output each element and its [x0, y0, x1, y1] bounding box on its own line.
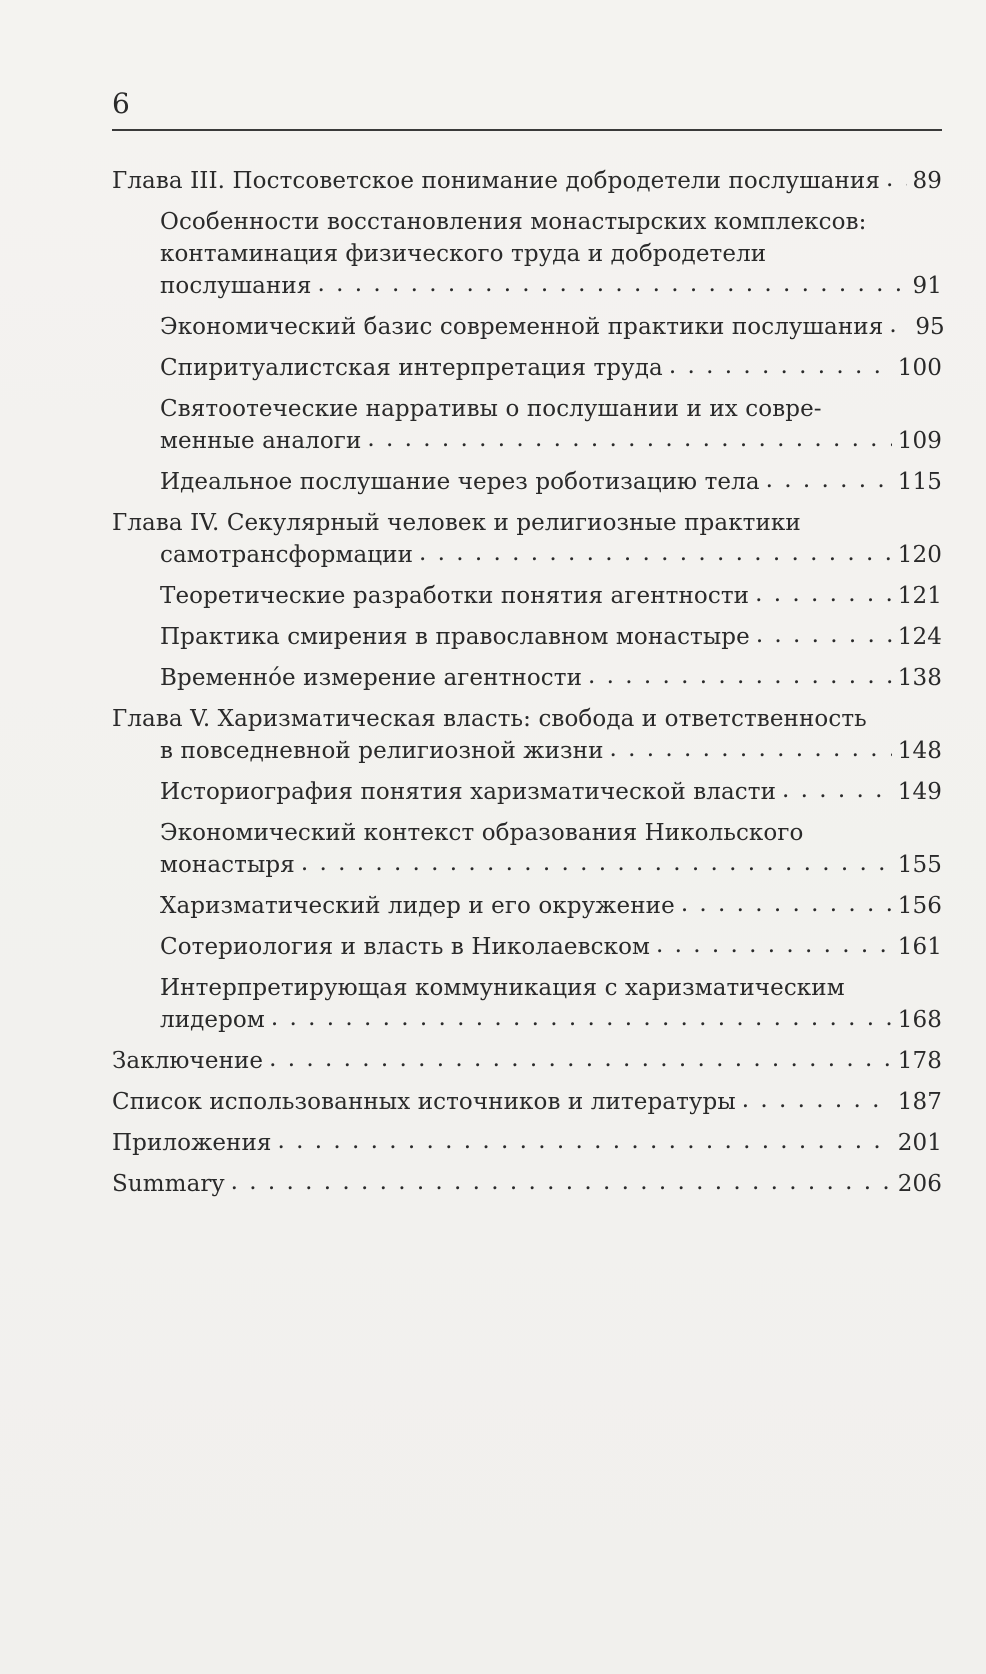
dot-leader [669, 350, 892, 382]
toc-entry [112, 662, 942, 694]
dot-leader [681, 888, 892, 920]
toc-entry [112, 703, 942, 767]
dot-leader [782, 774, 892, 806]
toc-entry [112, 1045, 942, 1077]
toc-entry-title-line: Историография понятия харизматической власти [160, 779, 777, 805]
toc-entry-row [112, 1168, 942, 1200]
toc-entry-title-line: Summary [112, 1171, 225, 1197]
toc-entry-row [160, 662, 942, 694]
dot-leader [656, 929, 892, 961]
toc-entry-title-line: Экономический базис современной практики послушания [160, 314, 884, 340]
toc-entry-row [112, 1086, 942, 1118]
toc-entry-row [112, 539, 942, 571]
toc-page-number: 187 [897, 1089, 942, 1115]
toc-entry-row [160, 1004, 942, 1036]
dot-leader [588, 660, 892, 692]
toc-page-number: 91 [912, 273, 942, 299]
toc-entry-row [160, 270, 942, 302]
toc-entry-title-line: Теоретические разработки понятия агентности [160, 583, 750, 609]
toc-entry-row [160, 580, 942, 612]
toc-entry-row [160, 849, 942, 881]
toc-page-number: 161 [897, 934, 942, 960]
toc-entry-title-line: Сотериология и власть в Николаевском [160, 934, 651, 960]
toc-entry-title-line: Список использованных источников и литературы [112, 1089, 736, 1115]
toc-entry-title-line: монастыря [160, 852, 295, 878]
header-rule [112, 129, 942, 131]
toc-page-number: 115 [897, 469, 942, 495]
toc-entry-row [112, 735, 942, 767]
toc-entry-row [112, 1127, 942, 1159]
toc-entry-title-line: послушания [160, 273, 312, 299]
dot-leader [742, 1084, 892, 1116]
toc-entry-title-line: Спиритуалистская интерпретация труда [160, 355, 663, 381]
toc-page-number: 201 [897, 1130, 942, 1156]
dot-leader [367, 423, 891, 455]
toc-entry-title-line: Временнóе измерение агентности [160, 665, 582, 691]
toc-entry [112, 352, 942, 384]
toc-entry [112, 206, 942, 302]
toc-entry-title-line: лидером [160, 1007, 265, 1033]
toc-entry [112, 890, 942, 922]
toc-entry [112, 507, 942, 571]
toc-entry-row [160, 425, 942, 457]
dot-leader [889, 309, 909, 341]
toc-entry-row [112, 1045, 942, 1077]
toc-page-number: 155 [897, 852, 942, 878]
dot-leader [766, 464, 892, 496]
toc-entry-title-line: Приложения [112, 1130, 272, 1156]
toc-entry [112, 165, 942, 197]
toc-page-number: 121 [897, 583, 942, 609]
toc-entry-title-line: Глава V. Харизматическая власть: свобода и ответственность [112, 706, 867, 732]
toc-page-number: 89 [912, 168, 942, 194]
toc-page-number: 138 [897, 665, 942, 691]
toc-entry-title-line: Практика смирения в православном монастыре [160, 624, 750, 650]
toc-entry-row [160, 931, 942, 963]
toc-entry [112, 931, 942, 963]
toc-entry [112, 580, 942, 612]
dot-leader [271, 1002, 892, 1034]
toc-page-number: 120 [897, 542, 942, 568]
dot-leader [886, 163, 907, 195]
dot-leader [317, 268, 906, 300]
toc-page-number: 178 [897, 1048, 942, 1074]
toc-entry-title-line: Особенности восстановления монастырских комплексов: [160, 209, 867, 235]
toc-entry-title-line: Глава III. Постсоветское понимание добродетели послушания [112, 168, 880, 194]
dot-leader [231, 1166, 892, 1198]
toc-page-number: 148 [897, 738, 942, 764]
toc-entry-title-line: Идеальное послушание через роботизацию тела [160, 469, 760, 495]
toc-entry [112, 311, 945, 343]
toc-page-number: 156 [897, 893, 942, 919]
toc-entry-row [160, 621, 942, 653]
table-of-contents [112, 165, 945, 1209]
toc-page-number: 100 [897, 355, 942, 381]
dot-leader [269, 1043, 892, 1075]
dot-leader [755, 578, 892, 610]
toc-entry-title-line: Святоотеческие нарративы о послушании и их совре- [160, 396, 822, 422]
toc-entry-title-line: Глава IV. Секулярный человек и религиозные практики [112, 510, 801, 536]
toc-page-number: 95 [915, 314, 945, 340]
toc-entry [112, 1086, 942, 1118]
dot-leader [301, 847, 892, 879]
toc-entry-title-line: в повседневной религиозной жизни [160, 738, 604, 764]
toc-page-number: 168 [897, 1007, 942, 1033]
toc-entry [112, 817, 942, 881]
dot-leader [610, 733, 892, 765]
toc-entry [112, 621, 942, 653]
toc-entry [112, 393, 942, 457]
dot-leader [756, 619, 892, 651]
toc-entry-title-line: Харизматический лидер и его окружение [160, 893, 675, 919]
dot-leader [419, 537, 892, 569]
toc-entry-row [112, 165, 942, 197]
toc-entry [112, 972, 942, 1036]
toc-entry-title-line: самотрансформации [160, 542, 414, 568]
toc-entry [112, 1168, 942, 1200]
toc-entry-row [160, 776, 942, 808]
toc-page-number: 206 [897, 1171, 942, 1197]
toc-entry-title-line: контаминация физического труда и добродетели [160, 241, 767, 267]
toc-entry [112, 466, 942, 498]
toc-entry-title-line: менные аналоги [160, 428, 362, 454]
toc-entry-title-line: Интерпретирующая коммуникация с харизматическим [160, 975, 845, 1001]
toc-entry [112, 1127, 942, 1159]
toc-entry-row [160, 466, 942, 498]
toc-entry [112, 776, 942, 808]
toc-entry-row [160, 352, 942, 384]
toc-entry-row [160, 890, 942, 922]
toc-page-number: 109 [897, 428, 942, 454]
toc-entry-title-line: Экономический контекст образования Никольского [160, 820, 804, 846]
dot-leader [278, 1125, 892, 1157]
toc-page-number: 124 [897, 624, 942, 650]
toc-entry-title-line: Заключение [112, 1048, 264, 1074]
page-number: 6 [112, 87, 130, 120]
toc-page-number: 149 [897, 779, 942, 805]
toc-entry-row [160, 311, 945, 343]
